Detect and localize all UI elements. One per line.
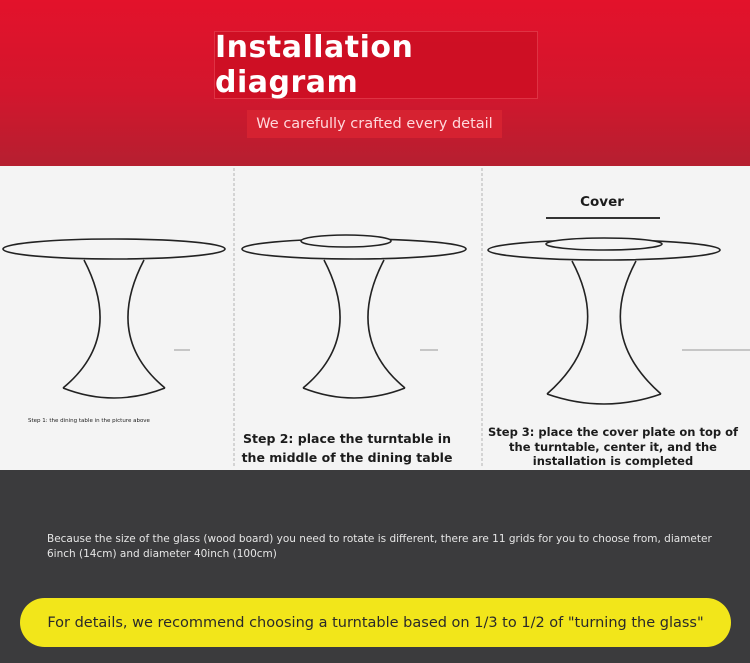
- recommendation-text: For details, we recommend choosing a turntable based on 1/3 to 1/2 of "turning the glass": [47, 614, 704, 631]
- step-1-caption: Step 1: the dining table in the picture above: [28, 418, 150, 424]
- subtitle-box: [247, 110, 502, 138]
- step-3-caption: Step 3: place the cover plate on top of the turntable, center it, and the installation is completed: [487, 425, 738, 468]
- table-1: [3, 239, 225, 398]
- step-2-caption: Step 2: place the turntable in the middle of the dining table: [241, 431, 453, 465]
- installation-diagram: [0, 166, 750, 470]
- size-info-text: Because the size of the glass (wood board) you need to rotate is different, there are 11 grids for you to choose from, diameter 6inch (14cm) and diameter 40inch (100cm): [47, 533, 712, 560]
- recommendation-callout: [20, 598, 731, 647]
- title-box: [214, 31, 538, 99]
- cover-label: Cover: [580, 194, 624, 210]
- page-subtitle: We carefully crafted every detail: [256, 116, 493, 132]
- table-2: [242, 235, 466, 398]
- header-banner: [0, 0, 750, 166]
- info-section: [0, 470, 750, 663]
- table-3: [488, 218, 750, 404]
- page-title: Installation diagram: [215, 30, 414, 100]
